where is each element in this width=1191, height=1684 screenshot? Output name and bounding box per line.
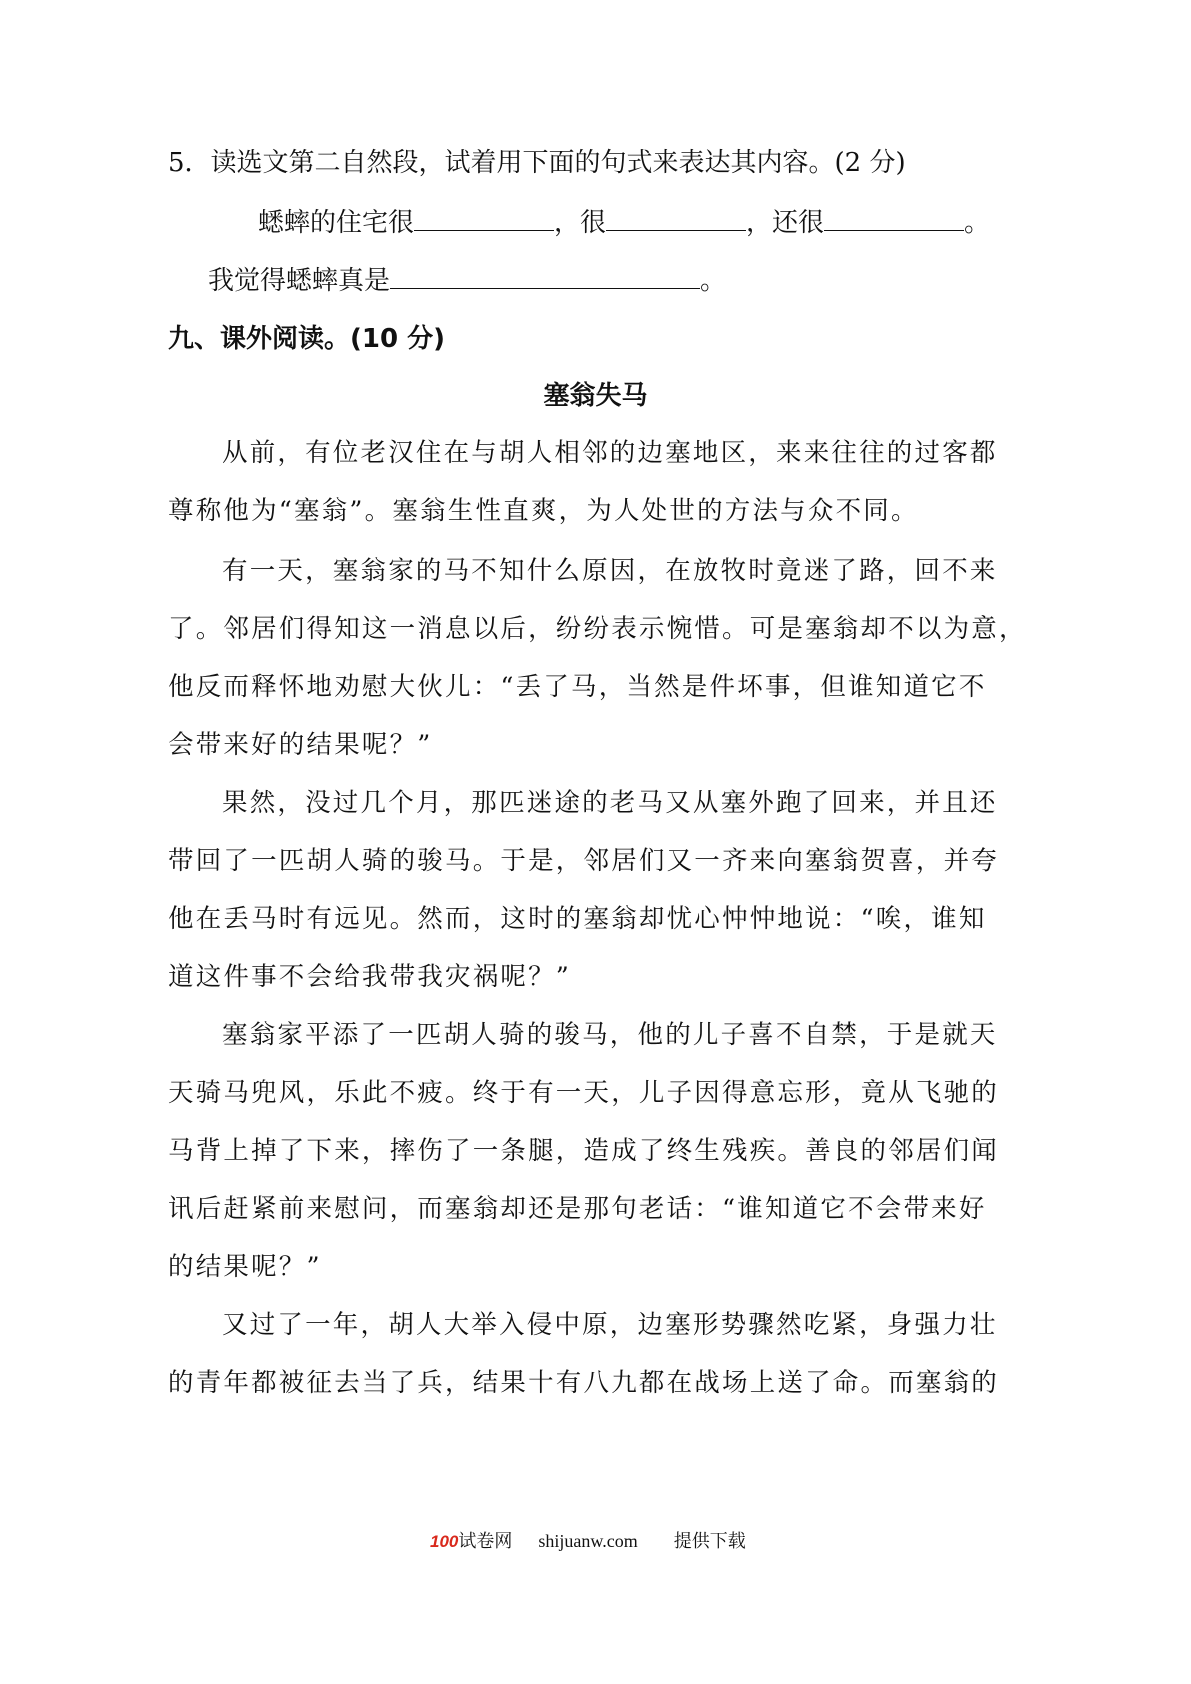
passage-line: 他反而释怀地劝慰大伙儿：“丢了马，当然是件坏事，但谁知道它不 [168,672,987,702]
question-5-prompt: 5．读选文第二自然段，试着用下面的句式来表达其内容。(2 分) [168,148,906,178]
passage-line: 讯后赶紧前来慰问，而塞翁却还是那句老话：“谁知道它不会带来好 [168,1194,987,1224]
site-logo: 100 [430,1532,459,1551]
passage-line: 天骑马兜风，乐此不疲。终于有一天，儿子因得意忘形，竟从飞驰的 [168,1078,1000,1108]
passage-line: 又过了一年，胡人大举入侵中原，边塞形势骤然吃紧，身强力壮 [222,1310,998,1340]
fill-text: 。 [964,208,991,238]
fill-text: 蟋蟀的住宅很 [258,208,415,238]
passage-line: 道这件事不会给我带我灾祸呢？” [168,962,572,992]
passage-line: 会带来好的结果呢？” [168,730,433,760]
download-note: 提供下载 [673,1531,746,1551]
site-domain: shijuanw.com [538,1531,638,1551]
answer-blank[interactable] [414,206,554,231]
passage-line: 了。邻居们得知这一消息以后，纷纷表示惋惜。可是塞翁却不以为意， [168,614,1027,644]
fill-text: ，还很 [746,208,825,238]
passage-line: 的青年都被征去当了兵，结果十有八九都在战场上送了命。而塞翁的 [168,1368,1000,1398]
passage-line: 马背上掉了下来，摔伤了一条腿，造成了终生残疾。善良的邻居们闻 [168,1136,1000,1166]
passage-line: 有一天，塞翁家的马不知什么原因，在放牧时竟迷了路，回不来 [222,556,998,586]
fill-in-line-2 [208,264,726,296]
passage-line: 的结果呢？” [168,1252,322,1282]
passage-line: 尊称他为“塞翁”。塞翁生性直爽，为人处世的方法与众不同。 [168,496,919,526]
answer-blank[interactable] [824,206,964,231]
answer-blank[interactable] [606,206,746,231]
page-footer [430,1530,746,1553]
fill-text: 我觉得蟋蟀真是 [208,266,391,296]
passage-line: 果然，没过几个月，那匹迷途的老马又从塞外跑了回来，并且还 [222,788,998,818]
passage-title: 塞翁失马 [543,381,648,411]
section-9-heading: 九、课外阅读。(10 分) [168,324,445,354]
fill-text: ，很 [554,208,607,238]
passage-line: 塞翁家平添了一匹胡人骑的骏马，他的儿子喜不自禁，于是就天 [222,1020,998,1050]
fill-text: 。 [700,266,727,296]
passage-line: 从前，有位老汉住在与胡人相邻的边塞地区，来来往往的过客都 [222,438,998,468]
passage-line: 他在丢马时有远见。然而，这时的塞翁却忧心忡忡地说：“唉，谁知 [168,904,987,934]
site-name: 试卷网 [458,1531,513,1551]
passage-line: 带回了一匹胡人骑的骏马。于是，邻居们又一齐来向塞翁贺喜，并夸 [168,846,1000,876]
answer-blank[interactable] [390,264,700,289]
fill-in-line-1 [258,206,990,238]
